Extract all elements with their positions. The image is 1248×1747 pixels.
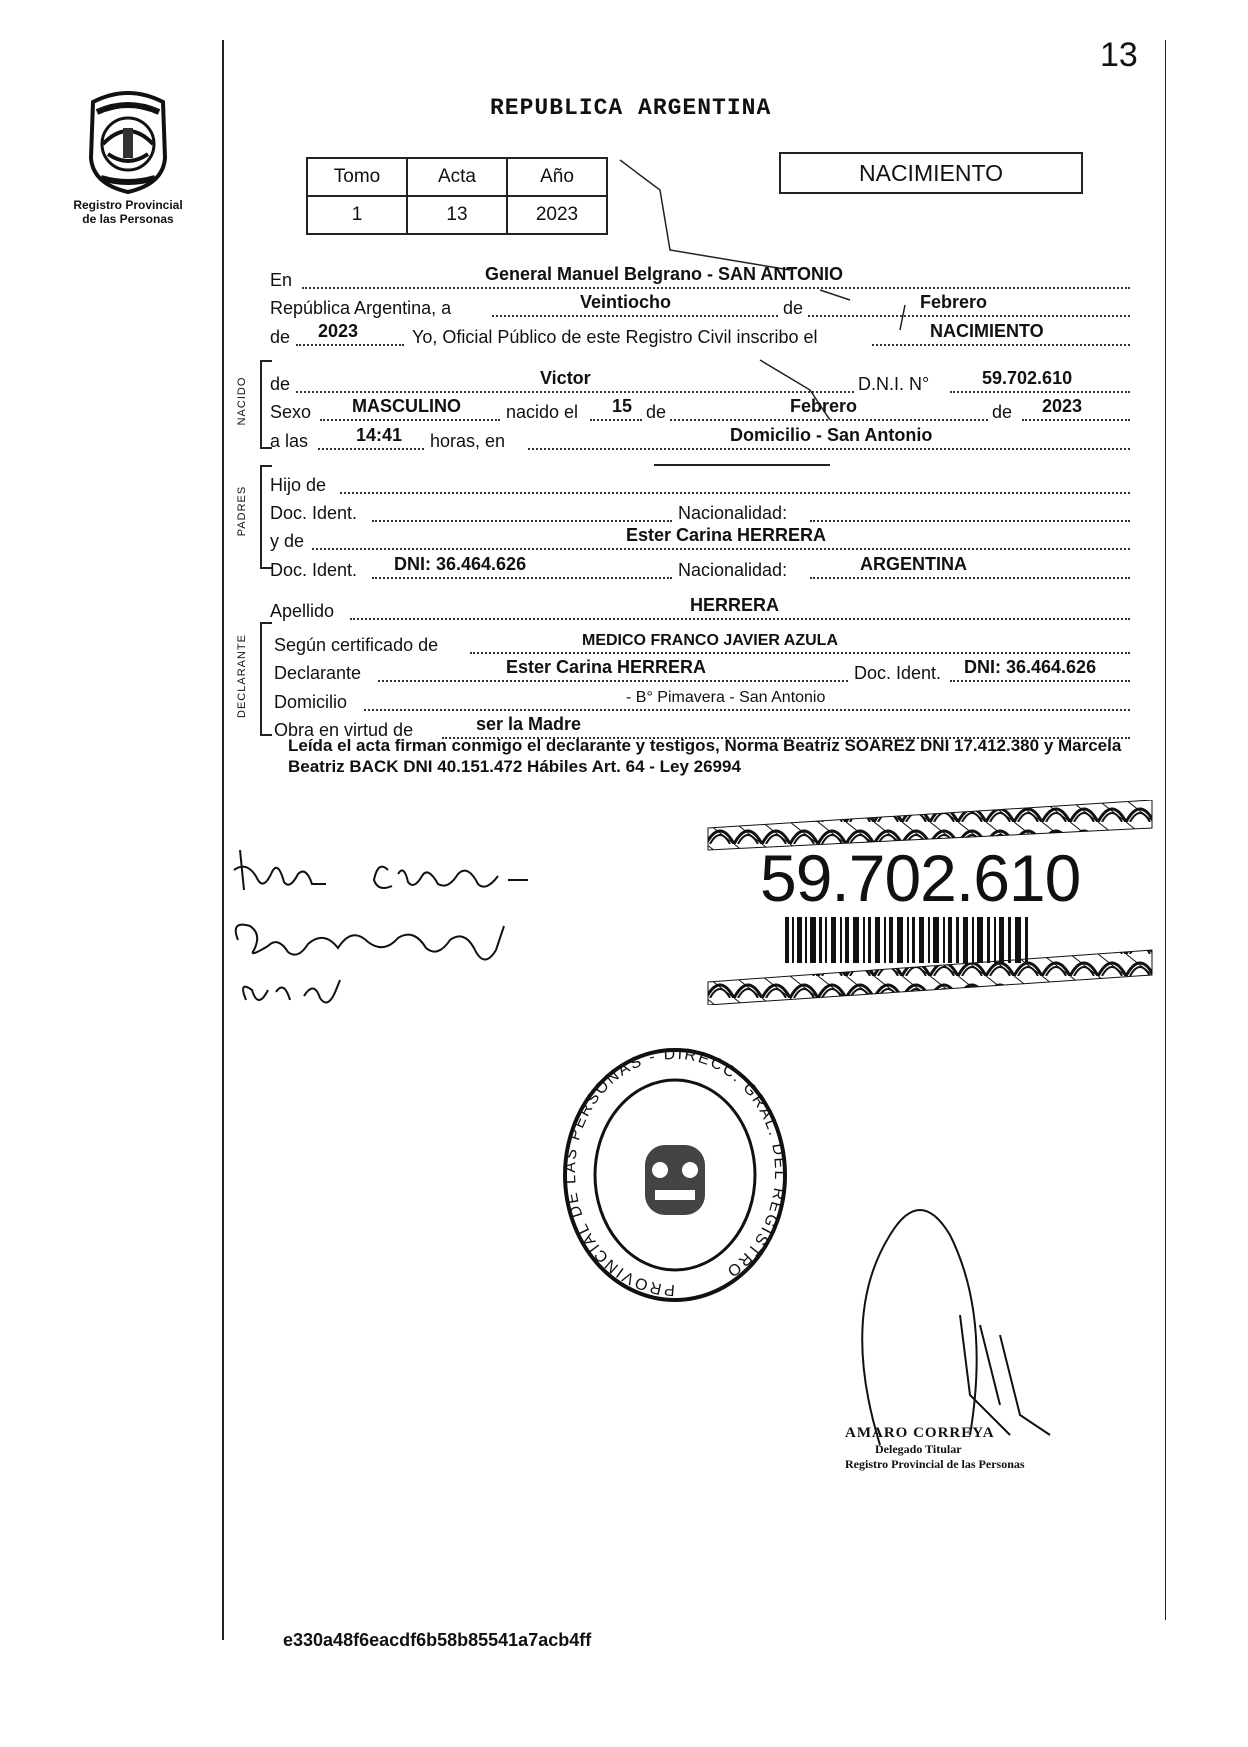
dotted-line <box>364 709 1130 711</box>
dotted-line <box>810 520 1130 522</box>
dotted-line <box>340 492 1130 494</box>
nacido-side-label: NACIDO <box>236 376 248 426</box>
dotted-line <box>470 652 1130 654</box>
seal-text: PROVINCIAL DE LAS PERSONAS - DIRECC. GRAL. DEL REGISTRO <box>561 1045 789 1299</box>
tomo-value: 1 <box>307 196 407 234</box>
row-declarante <box>270 656 1130 686</box>
row-hora <box>270 424 1130 454</box>
dotted-line <box>312 548 1130 550</box>
de-label-2: de <box>646 402 667 422</box>
padres-side-label: PADRES <box>236 485 248 537</box>
declarante-name-value: Ester Carina HERRERA <box>506 657 707 677</box>
declarante-doc-label: Doc. Ident. <box>854 663 942 683</box>
dotted-line <box>296 344 404 346</box>
child-dni-value: 59.702.610 <box>982 368 1073 388</box>
a-las-label: a las <box>270 431 309 451</box>
dotted-line <box>378 680 848 682</box>
obra-label: Obra en virtud de <box>274 720 414 740</box>
apellido-label: Apellido <box>270 601 335 621</box>
tomo-header: Tomo <box>307 158 407 196</box>
de-label: de <box>780 298 806 319</box>
record-type-box: NACIMIENTO <box>779 152 1083 194</box>
row-apellido <box>270 594 1130 624</box>
right-margin-line <box>1165 40 1166 1620</box>
reference-table <box>306 157 608 235</box>
statement-label: Yo, Oficial Público de este Registro Civil inscribo el <box>412 327 818 347</box>
dotted-line <box>590 419 642 421</box>
birth-month-value: Febrero <box>790 396 858 416</box>
row-y-de <box>270 524 1130 554</box>
logo-caption-line-2: de las Personas <box>82 212 174 226</box>
dotted-line <box>810 577 1130 579</box>
dotted-line <box>372 520 672 522</box>
provincial-shield-icon <box>73 88 183 198</box>
dotted-line <box>950 391 1130 393</box>
strike-line <box>654 464 830 466</box>
ano-value: 2023 <box>507 196 607 234</box>
page-number: 13 <box>1100 36 1138 74</box>
nacido-de-label: de <box>270 374 291 394</box>
sexo-label: Sexo <box>270 402 312 422</box>
year-prefix-label: de <box>270 327 291 347</box>
id-sticker-number: 59.702.610 <box>760 841 1081 915</box>
declarante-label: Declarante <box>274 663 362 683</box>
dotted-line <box>872 344 1130 346</box>
left-margin-line <box>222 40 224 1640</box>
dni-label: D.N.I. N° <box>858 374 930 394</box>
dotted-line <box>350 618 1130 620</box>
officer-office: Registro Provincial de las Personas <box>845 1457 1025 1471</box>
barcode <box>785 917 1035 963</box>
en-label: En <box>270 270 293 290</box>
dotted-line <box>670 419 988 421</box>
dotted-line <box>950 680 1130 682</box>
place-value: General Manuel Belgrano - SAN ANTONIO <box>485 264 844 284</box>
birth-day-value: 15 <box>612 396 633 416</box>
hijo-label: Hijo de <box>270 475 327 495</box>
address-value: - B° Pimavera - San Antonio <box>626 689 826 706</box>
officer-block <box>845 1425 1025 1472</box>
row-doc1 <box>270 496 1130 526</box>
time-value: 14:41 <box>356 425 403 445</box>
sexo-value: MASCULINO <box>352 396 461 416</box>
row-domicilio <box>270 685 1130 715</box>
row-certificado <box>270 628 1130 658</box>
provincial-registry-logo <box>58 88 198 226</box>
dotted-line <box>296 391 854 393</box>
mother-name-value: Ester Carina HERRERA <box>626 525 827 545</box>
row-doc2 <box>270 553 1130 583</box>
doc1-label: Doc. Ident. <box>270 503 358 523</box>
dotted-line <box>320 419 500 421</box>
officer-name: AMARO CORREYA <box>845 1425 995 1441</box>
closing-statement: Leída el acta firman conmigo el declarante y testigos, Norma Beatriz SOAREZ DNI 17.412.380 y Marcela Beatriz BACK DNI 40.151.472 Hábiles Art. 64 - Ley 26994 <box>288 736 1122 776</box>
dotted-line <box>318 448 424 450</box>
row-hijo <box>270 468 1130 498</box>
nacido-el-label: nacido el <box>506 402 579 422</box>
apellido-value: HERRERA <box>690 595 780 615</box>
month-value: Febrero <box>920 292 988 312</box>
officer-signature <box>850 1195 1080 1455</box>
row-date <box>270 291 1130 321</box>
doc2-label: Doc. Ident. <box>270 560 358 580</box>
acta-value: 13 <box>407 196 507 234</box>
dotted-line <box>528 448 1130 450</box>
certificate-value: MEDICO FRANCO JAVIER AZULA <box>582 632 838 649</box>
row-sexo <box>270 395 1130 425</box>
ano-header: Año <box>507 158 607 196</box>
mother-nationality-value: ARGENTINA <box>860 554 967 574</box>
nac1-label: Nacionalidad: <box>678 503 788 523</box>
declarante-side-label: DECLARANTE <box>236 634 248 718</box>
birth-location-value: Domicilio - San Antonio <box>730 425 933 445</box>
declarante-doc-value: DNI: 36.464.626 <box>964 657 1097 677</box>
de-label-3: de <box>992 402 1013 422</box>
logo-caption-line-1: Registro Provincial <box>73 198 183 212</box>
nac2-label: Nacionalidad: <box>678 560 788 580</box>
domicilio-label: Domicilio <box>274 692 348 712</box>
child-name-value: Victor <box>540 368 591 388</box>
document-hash: e330a48f6eacdf6b58b85541a7acb4ff <box>283 1630 592 1650</box>
y-de-label: y de <box>270 531 305 551</box>
dotted-line <box>1022 419 1130 421</box>
horas-label: horas, en <box>430 431 506 451</box>
year-value: 2023 <box>318 321 359 341</box>
certificado-label: Según certificado de <box>274 635 439 655</box>
event-value: NACIMIENTO <box>930 321 1044 341</box>
day-value: Veintiocho <box>580 292 672 312</box>
official-seal <box>560 1045 790 1305</box>
row-nacido-name <box>270 367 1130 397</box>
reason-value: ser la Madre <box>476 714 582 734</box>
acta-header: Acta <box>407 158 507 196</box>
witness-signatures <box>228 830 648 1040</box>
document-title: REPUBLICA ARGENTINA <box>490 95 772 121</box>
row-year <box>270 320 1130 350</box>
dotted-line <box>492 315 1130 317</box>
birth-year-value: 2023 <box>1042 396 1083 416</box>
row-en <box>270 263 1130 293</box>
dotted-line <box>302 287 1130 289</box>
officer-title: Delegado Titular <box>875 1442 962 1456</box>
republica-label: República Argentina, a <box>270 298 452 318</box>
mother-doc-value: DNI: 36.464.626 <box>394 554 527 574</box>
dotted-line <box>372 577 672 579</box>
